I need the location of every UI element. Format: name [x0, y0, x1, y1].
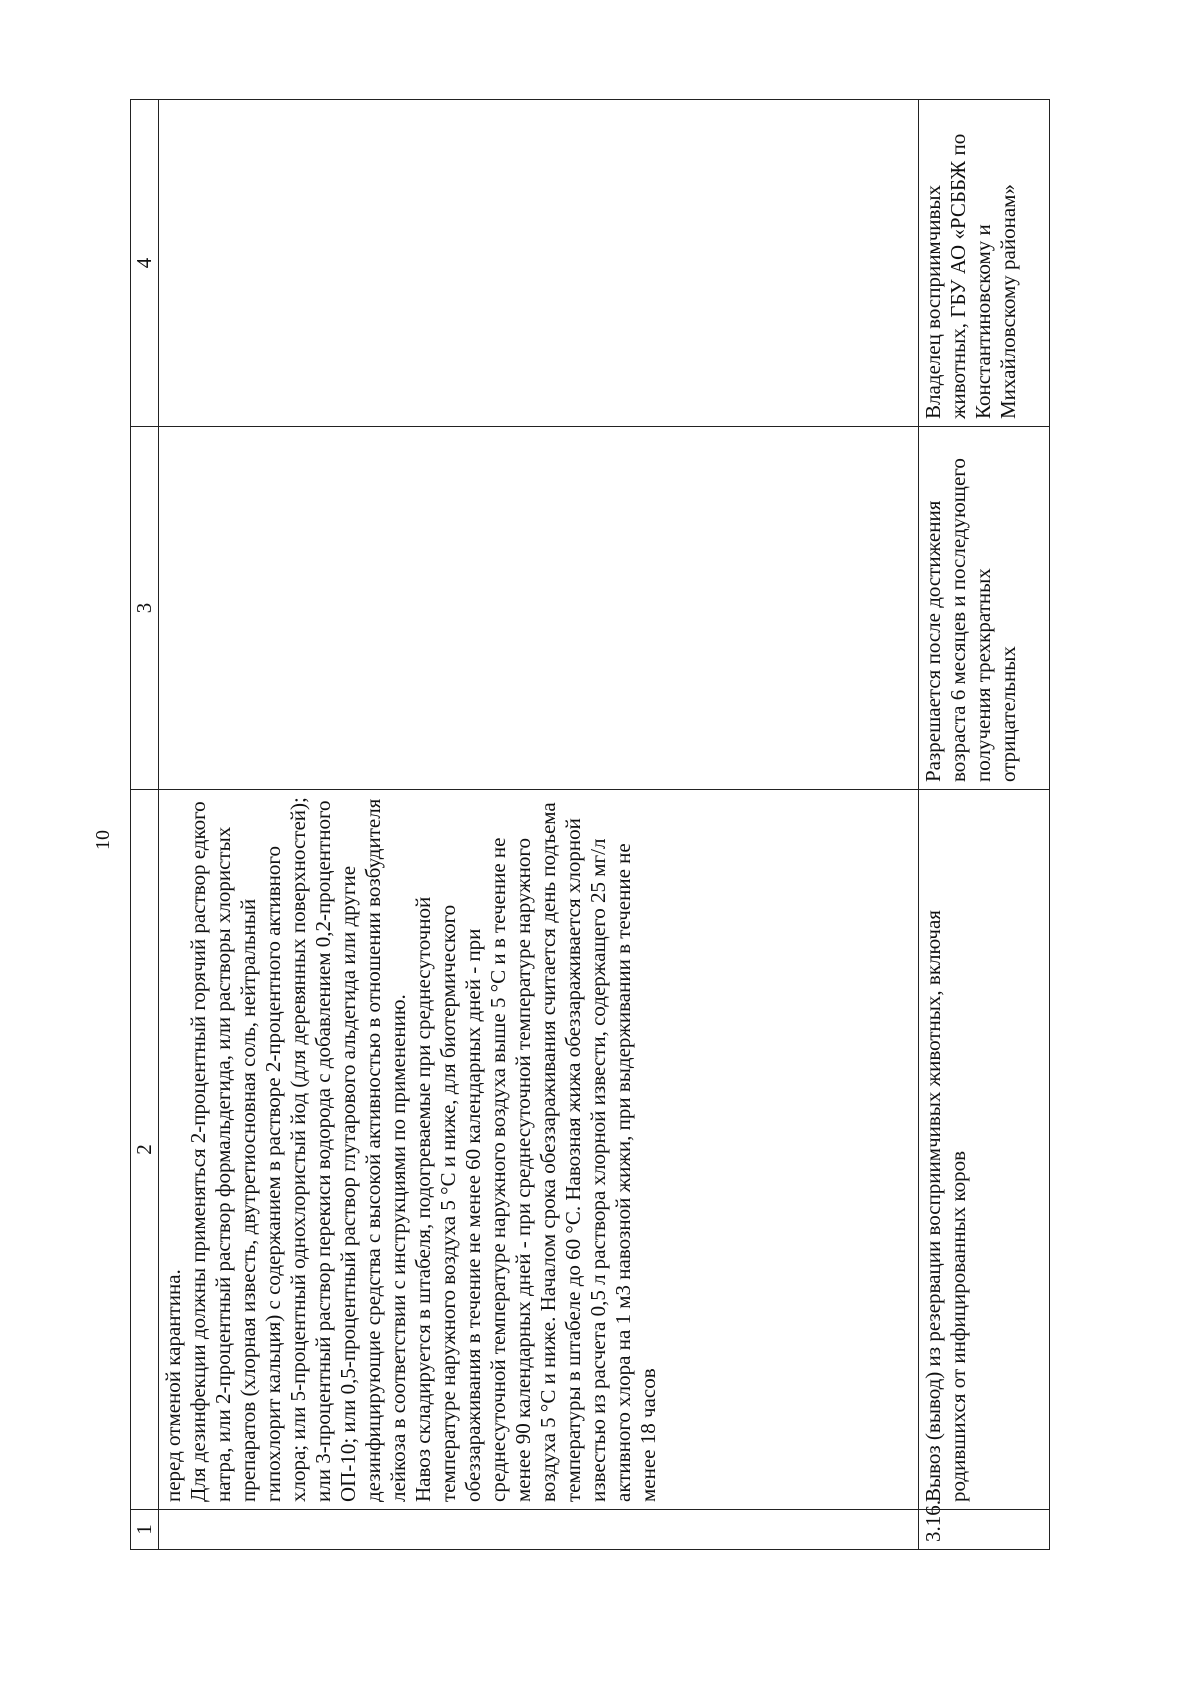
table-header-row	[131, 100, 159, 1550]
measures-disinfection: Для дезинфекции должны применяться 2-процентный горячий раствор едкого натра, или 2-процентный раствор формальдегида, или растворы хлористых препаратов (хлорная известь, двутретиосновная соль, нейтральный гипохлорит кальция) с содержанием в растворе 2-процентного активного хлора; или 5-процентный однохлористый йод (для деревянных поверхностей); или 3-процентный раствор перекиси водорода с добавлением 0,2-процентного ОП-10; или 0,5-процентный раствор глутарового альдегида или другие дезинфицирующие средства с высокой активностью в отношении возбудителя лейкоза в соответствии с инструкциями по применению.	[186, 797, 410, 1502]
header-col-4: 4	[131, 100, 159, 427]
measures-line-1: перед отменой карантина.	[161, 1269, 185, 1502]
table-row-3-16	[919, 100, 1050, 1550]
header-col-1: 1	[131, 1510, 159, 1550]
cell-number-3-16: 3.16.	[919, 1510, 1050, 1550]
cell-responsible	[159, 100, 919, 427]
cell-responsible-3-16: Владелец восприимчивых животных, ГБУ АО «РСББЖ по Константиновскому и Михайловскому районам»	[919, 100, 1050, 427]
cell-terms	[159, 427, 919, 790]
page-number: 10	[92, 830, 114, 850]
measures-manure: Навоз складируется в штабеля, подогреваемые при среднесуточной температуре наружного воздуха 5 °С и ниже, для биотермического обеззараживания в течение не менее 60 календарных дней - при среднесуточной температуре наружного воздуха выше 5 °С и в течение не менее 90 календарных дней - при среднесуточной температуре наружного воздуха 5 °С и ниже. Началом срока обеззараживания считается день подъема температуры в штабеле до 60 °С. Навозная жижа обеззараживается хлорной известью из расчета 0,5 л раствора хлорной извести, содержащего 25 мг/л активного хлора на 1 м3 навозной жижи, при выдерживании в течение не менее 18 часов	[411, 802, 660, 1502]
cell-measure-3-16: Вывоз (вывод) из резервации восприимчивых животных, включая родившихся от инфицированных коров	[919, 790, 1050, 1510]
cell-terms-3-16: Разрешается после достижения возраста 6 месяцев и последующего получения трехкратных отрицательных	[919, 427, 1050, 790]
rotated-table-container	[130, 100, 1050, 1550]
document-table	[130, 99, 1050, 1550]
header-col-3: 3	[131, 427, 159, 790]
cell-measures	[159, 790, 919, 1510]
cell-number	[159, 1510, 919, 1550]
table-row-continued	[159, 100, 919, 1550]
header-col-2: 2	[131, 790, 159, 1510]
